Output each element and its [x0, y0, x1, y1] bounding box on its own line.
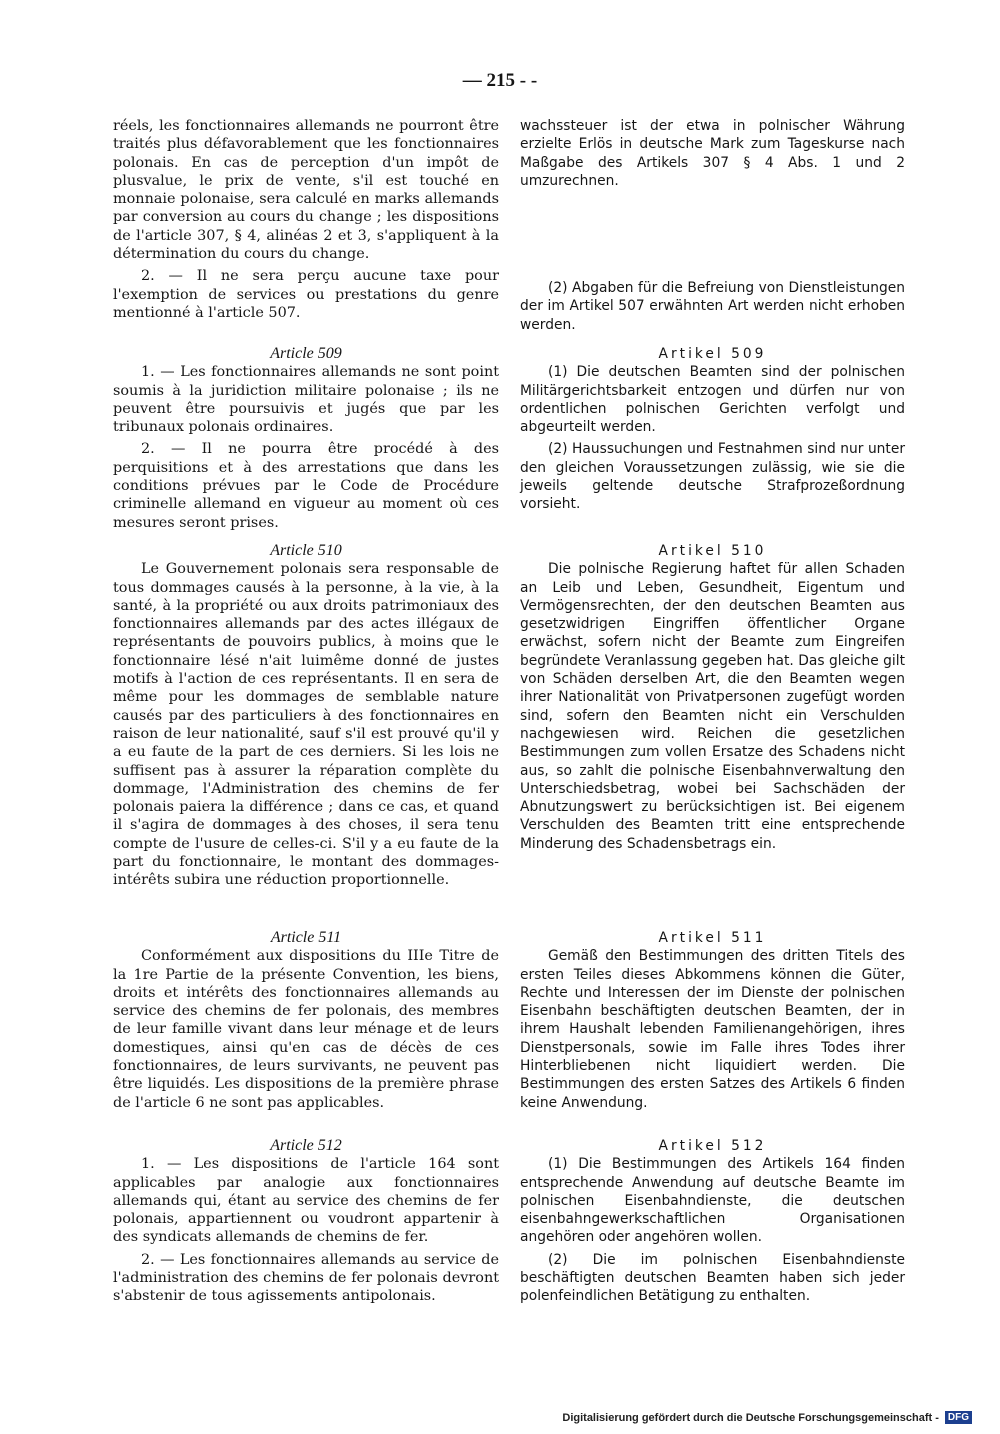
de-512-p1: (1) Die Bestimmungen des Artikels 164 finden entsprechende Anwendung auf deutsche Beamte im polnischen Eisenbahndienste, die deutschen eisenbahngewerkschaftlichen Organisationen angehören oder angehören wollen. — [520, 1156, 905, 1246]
de-heading-509: Artikel 509 — [658, 346, 767, 362]
fr-511-p1: Conformément aux dispositions du IIIe Titre de la 1re Partie de la présente Convention, les biens, droits et intérêts des fonctionnaires allemands au service des chemins de fer polonais, des membres de leur famille vivant dans leur ménage et de leurs domestiques, ainsi qu'en cas de décès de ces fonctionnaires, de leurs survivants, ne peuvent pas être liquidés. Les dispositions de la première phrase de l'article 6 ne sont pas applicables. — [113, 948, 499, 1111]
fr-509-p1: 1. — Les fonctionnaires allemands ne sont point soumis à la juridiction militaire polonaise ; ils ne peuvent être poursuivis et jugés que par les tribunaux polonais ordinaires. — [113, 364, 499, 436]
fr-heading-512: Article 512 — [270, 1137, 342, 1154]
de-511-p1: Gemäß den Bestimmungen des dritten Titels des ersten Teiles dieses Abkommens können die Güter, Rechte und Interessen der im Dienste der polnischen Eisenbahn beschäftigten deutschen Beamten, der in ihrem Haushalt lebenden Familienangehörigen, ihres Dienstpersonals, sowie im Falle ihres Todes ihrer Hinterbliebenen nicht liquidiert werden. Die Bestimmungen des ersten Satzes des Artikels 6 finden keine Anwendung. — [520, 948, 905, 1111]
page-number: — 215 - - — [462, 70, 538, 91]
de-heading-512: Artikel 512 — [658, 1138, 767, 1154]
fr-510-p1: Le Gouvernement polonais sera responsable de tous dommages causés à la personne, à la vie, à la santé, à la propriété ou aux droits patrimoniaux des fonctionnaires allemands par des actes illégaux de représentants de pouvoirs publics, à moins que le fonctionnaire lésé n'ait luimême donné de justes motifs à l'action de ces représentants. Il en sera de même pour les dommages de semblable nature causés par des particuliers à des fonctionnaires en raison de leur nationalité, sauf s'il est prouvé qu'il y a eu faute de la part de ces derniers. Si les lois ne suffisent pas à assurer la réparation complète du dommage, l'Administration des chemins de fer polonais paiera la différence ; dans ce cas, et quand il s'agira de dommages à des choses, il sera tenu compte de l'usure de celles-ci. S'il y a eu faute de la part du fonctionnaire, le montant des dommages-intérêts subira une réduction proportionnelle. — [113, 561, 499, 889]
fr-heading-511: Article 511 — [270, 929, 342, 946]
fr-512-p2: 2. — Les fonctionnaires allemands au service de l'administration des chemins de fer polonais devront s'abstenir de tous agissements antipolonais. — [113, 1251, 499, 1305]
de-continuation: wachssteuer ist der etwa in polnischer Währung erzielte Erlös in deutsche Mark zum Tageskurse nach Maßgabe des Artikels 307 § 4 Abs. 1 und 2 umzurechnen. — [520, 118, 905, 189]
de-heading-510: Artikel 510 — [658, 543, 767, 559]
fr-509-p2: 2. — Il ne pourra être procédé à des perquisitions et à des arrestations que dans les conditions prévues par le Code de Procédure criminelle allemand en vigueur au moment où ces mesures seront prises. — [113, 441, 499, 531]
fr-continuation: réels, les fonctionnaires allemands ne pourront être traités plus défavorablement que les fonctionnaires polonais. En cas de perception d'un impôt de plusvalue, le prix de vente, s'il est touché en monnaie polonaise, sera calculé en marks allemands par conversion au cours du change ; les dispositions de l'article 307, § 4, alinéas 2 et 3, s'appliquent à la détermination du cours du change. — [113, 118, 499, 263]
fr-heading-510: Article 510 — [270, 542, 342, 559]
dfg-logo: DFG — [945, 1411, 972, 1424]
de-510-p1: Die polnische Regierung haftet für allen Schaden an Leib und Leben, Gesundheit, Eigentum und Vermögensrechten, der den deutschen Beamten aus gesetzwidrigen Eingriffen öffentlicher Organe erwächst, sofern nicht der Beamte zum Eingreifen begründete Veranlassung gegeben hat. Das gleiche gilt von Schäden derselben Art, die den Beamten wegen ihrer Nationalität von Privatpersonen zugefügt worden sind, sofern den Beamten nicht ein Verschulden nachgewiesen wird. Reichen die gesetzlichen Bestimmungen zum vollen Ersatze des Schadens nicht aus, so zahlt die polnische Eisenbahnverwaltung den Unterschiedsbetrag, wobei bei Sachschäden der Abnutzungswert zu berücksichtigen ist. Bei eigenem Verschulden des Beamten tritt eine entsprechende Minderung des Schadensbetrags ein. — [520, 561, 905, 852]
de-para-2: (2) Abgaben für die Befreiung von Dienstleistungen der im Artikel 507 erwähnten Art werden nicht erhoben werden. — [520, 280, 905, 333]
fr-para-2: 2. — Il ne sera perçu aucune taxe pour l'exemption de services ou prestations du genre mentionné à l'article 507. — [113, 268, 499, 321]
de-512-p2: (2) Die im polnischen Eisenbahndienste beschäftigten deutschen Beamten haben sich jeder polenfeindlichen Betätigung zu enthalten. — [520, 1251, 905, 1305]
de-509-p1: (1) Die deutschen Beamten sind der polnischen Militärgerichtsbarkeit entzogen und dürfen nur von ordentlichen polnischen Gerichten verfolgt und abgeurteilt werden. — [520, 364, 905, 436]
credit-text: Digitalisierung gefördert durch die Deutsche Forschungsgemeinschaft - — [562, 1411, 939, 1424]
fr-512-p1: 1. — Les dispositions de l'article 164 sont applicables par analogie aux fonctionnaires allemands qui, étant au service des chemins de fer polonais, appartiennent ou voudront appartenir à des syndicats allemands de chemins de fer. — [113, 1156, 499, 1246]
de-509-p2: (2) Haussuchungen und Festnahmen sind nur unter den gleichen Voraussetzungen zulässig, wie sie die jeweils geltende deutsche Strafprozeßordnung vorsieht. — [520, 441, 905, 513]
fr-heading-509: Article 509 — [270, 345, 342, 362]
digitization-credit — [562, 1411, 972, 1424]
de-heading-511: Artikel 511 — [658, 930, 767, 946]
